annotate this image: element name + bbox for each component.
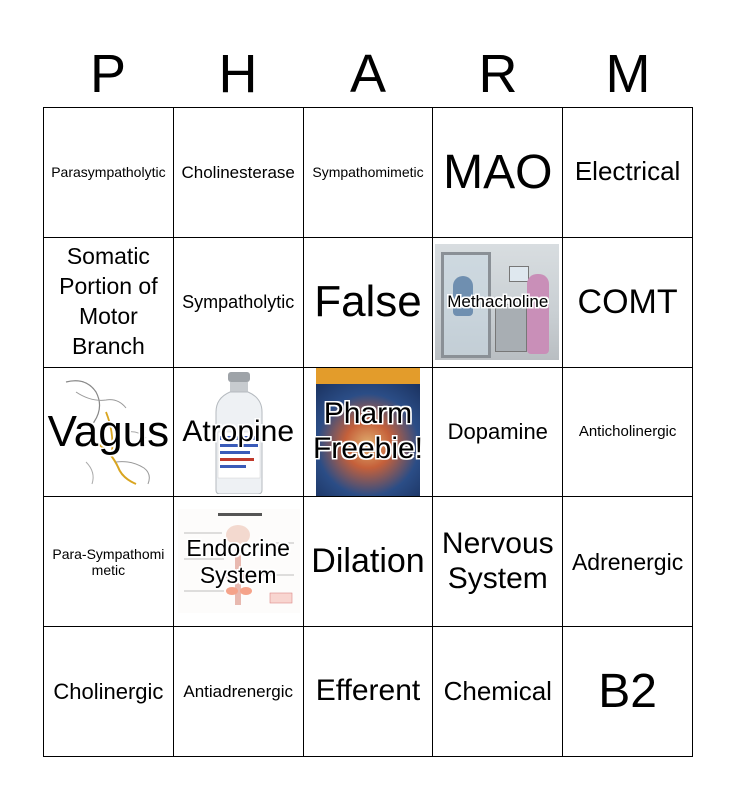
bingo-cell[interactable] — [433, 238, 563, 368]
cell-label: Somatic Portion of Motor Branch — [59, 243, 158, 360]
cell-label: False — [314, 276, 422, 326]
bingo-cell[interactable] — [304, 368, 434, 498]
cell-label: Electrical — [574, 156, 681, 187]
cell-label: Para-Sympathomimetic — [52, 545, 165, 578]
cell-label: MAO — [443, 145, 553, 199]
bingo-cell[interactable] — [44, 238, 174, 368]
cell-label: Efferent — [315, 674, 421, 708]
bingo-cell[interactable] — [174, 108, 304, 238]
cell-label: Nervous System — [441, 527, 554, 595]
bingo-cell[interactable] — [563, 627, 693, 757]
bingo-cell[interactable] — [44, 497, 174, 627]
bingo-cell[interactable] — [563, 108, 693, 238]
cell-label: Atropine — [182, 414, 295, 448]
cell-label: Adrenergic — [571, 548, 684, 575]
cell-label: Chemical — [443, 675, 552, 706]
bingo-cell[interactable] — [174, 238, 304, 368]
cell-label: Antiadrenergic — [183, 681, 293, 701]
cell-label: Parasympatholytic — [51, 164, 166, 181]
bingo-card-grid — [43, 107, 693, 757]
bingo-cell[interactable] — [44, 368, 174, 498]
bingo-cell[interactable] — [44, 108, 174, 238]
cell-label: Anticholinergic — [578, 423, 677, 441]
header-letter-m: M — [605, 44, 651, 104]
bingo-cell[interactable] — [174, 497, 304, 627]
cell-label: Dopamine — [447, 419, 548, 445]
bingo-cell[interactable] — [563, 368, 693, 498]
cell-label: Sympathomimetic — [312, 164, 424, 181]
bingo-cell[interactable] — [433, 368, 563, 498]
bingo-cell[interactable] — [304, 108, 434, 238]
cell-label: Dilation — [311, 542, 425, 581]
cell-label: COMT — [577, 282, 678, 321]
cell-label: B2 — [598, 665, 657, 718]
bingo-cell[interactable] — [44, 627, 174, 757]
cell-label: Sympatholytic — [182, 291, 295, 312]
header-letter-p: P — [89, 44, 127, 104]
bingo-cell[interactable] — [304, 238, 434, 368]
bingo-cell[interactable] — [174, 368, 304, 498]
header-letter-a: A — [349, 44, 387, 104]
cell-label: Vagus — [47, 406, 170, 456]
bingo-cell[interactable] — [563, 238, 693, 368]
bingo-header — [43, 40, 693, 108]
cell-label: Cholinergic — [53, 678, 164, 704]
header-letter-r: R — [478, 44, 518, 104]
header-letter-h: H — [218, 44, 258, 104]
cell-label: Methacholine — [447, 292, 549, 312]
bingo-cell[interactable] — [433, 108, 563, 238]
bingo-cell[interactable] — [433, 497, 563, 627]
cell-label: Cholinesterase — [181, 162, 295, 182]
bingo-cell[interactable] — [433, 627, 563, 757]
bingo-cell[interactable] — [304, 497, 434, 627]
bingo-cell[interactable] — [304, 627, 434, 757]
bingo-cell[interactable] — [174, 627, 304, 757]
cell-label: Pharm Freebie! — [312, 397, 424, 465]
cell-label: Endocrine System — [186, 535, 290, 588]
bingo-cell[interactable] — [563, 497, 693, 627]
